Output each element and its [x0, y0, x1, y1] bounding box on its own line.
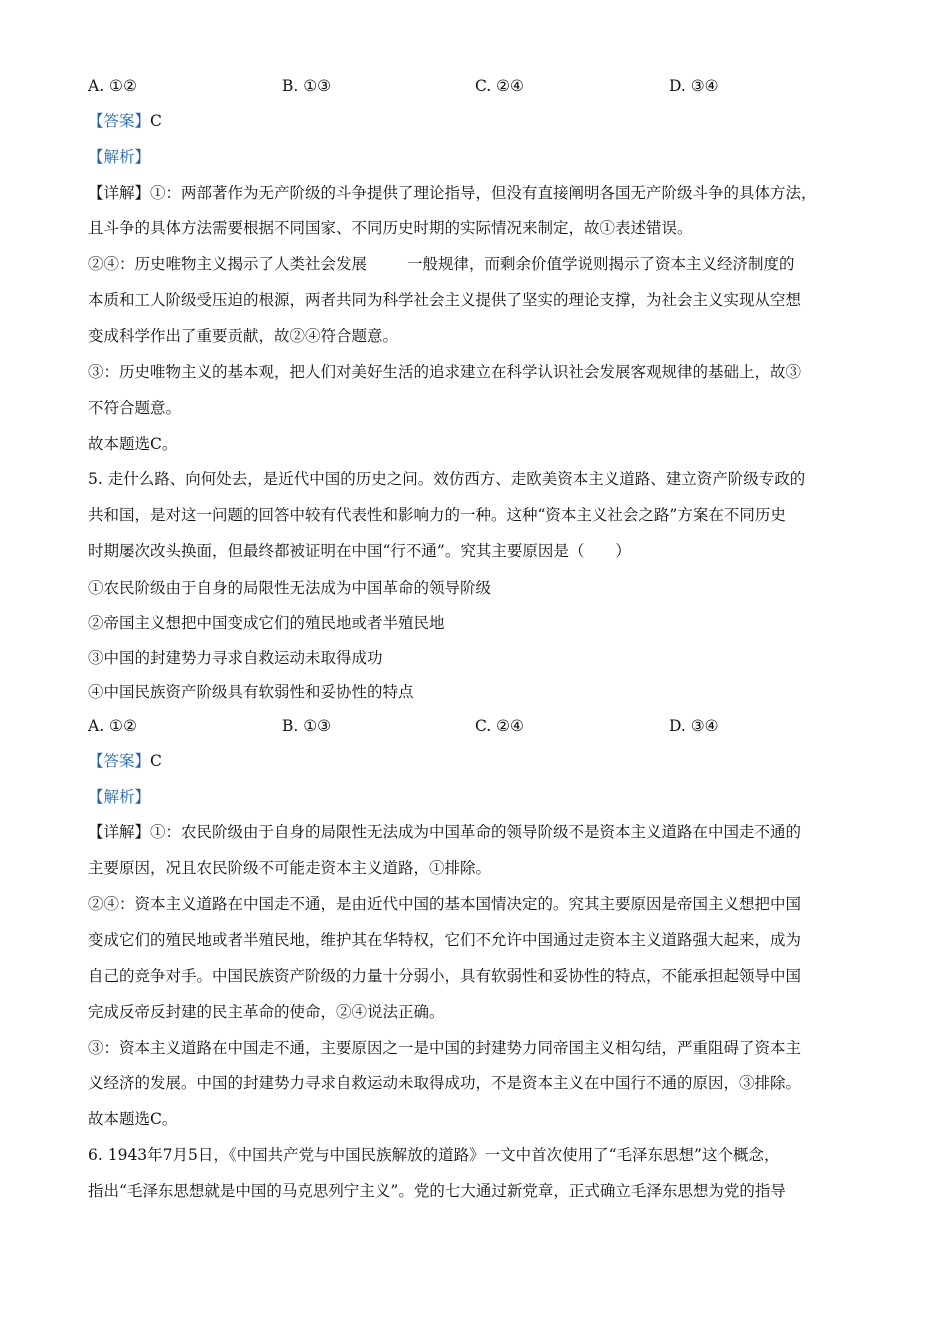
q5-stem: 时期屡次改头换面，但最终都被证明在中国“行不通”。究其主要原因是（ ） [88, 542, 631, 560]
q5-statement: ①农民阶级由于自身的局限性无法成为中国革命的领导阶级 [88, 579, 492, 597]
q5-text: ③：资本主义道路在中国走不通，主要原因之一是中国的封建势力同帝国主义相勾结，严重阻碍了资本主 [88, 1039, 802, 1057]
q5-option-c: C. ②④ [475, 717, 524, 735]
q4-text [88, 254, 795, 274]
q4-answer [88, 111, 162, 131]
q6-stem: 6. 1943年7月5日，《中国共产党与中国民族解放的道路》一文中首次使用了“毛泽东思想”这个概念， [88, 1146, 780, 1164]
q5-answer [88, 751, 162, 771]
q5-option-a: A. ①② [88, 717, 137, 735]
q4-analysis-label: 【解析】 [88, 148, 151, 166]
q5-stem: 共和国，是对这一问题的回答中较有代表性和影响力的一种。这种“资本主义社会之路”方案在不同历史 [88, 506, 786, 524]
q4-option-a: A. ①② [88, 77, 137, 95]
q5-text: 变成它们的殖民地或者半殖民地，维护其在华特权，它们不允许中国通过走资本主义道路强大起来，成为 [88, 931, 802, 949]
q4-option-d: D. ③④ [669, 77, 719, 95]
answer-label: 【答案】 [88, 112, 151, 130]
q4-conclusion: 故本题选C。 [88, 435, 178, 453]
q4-text-part: 一般规律，而剩余价值学说则揭示了资本主义经济制度的 [407, 255, 795, 273]
q5-text: ①：农民阶级由于自身的局限性无法成为中国革命的领导阶级不是资本主义道路在中国走不通的 [150, 823, 802, 841]
q5-option-b: B. ①③ [282, 717, 332, 735]
q5-conclusion: 故本题选C。 [88, 1110, 178, 1128]
q4-option-c: C. ②④ [475, 77, 524, 95]
q4-text: 变成科学作出了重要贡献，故②④符合题意。 [88, 327, 399, 345]
q5-detail-line [88, 822, 801, 842]
q4-text-part: ②④：历史唯物主义揭示了人类社会发展 [88, 255, 368, 273]
q4-text: ①：两部著作为无产阶级的斗争提供了理论指导，但没有直接阐明各国无产阶级斗争的具体方法， [150, 184, 817, 202]
answer-value: C [150, 752, 162, 770]
q5-text: 主要原因，况且农民阶级不可能走资本主义道路，①排除。 [88, 859, 492, 877]
q5-stem: 5. 走什么路、向何处去，是近代中国的历史之问。效仿西方、走欧美资本主义道路、建立资产阶级专政的 [88, 470, 806, 488]
q5-text: 完成反帝反封建的民主革命的使命，②④说法正确。 [88, 1003, 445, 1021]
q4-detail-line [88, 183, 817, 203]
q6-stem: 指出“毛泽东思想就是中国的马克思列宁主义”。党的七大通过新党章，正式确立毛泽东思想为党的指导 [88, 1182, 786, 1200]
answer-value: C [150, 112, 162, 130]
q5-text: 义经济的发展。中国的封建势力寻求自救运动未取得成功，不是资本主义在中国行不通的原因，③排除。 [88, 1074, 802, 1092]
detail-label: 【详解】 [88, 823, 151, 841]
q5-analysis-label: 【解析】 [88, 788, 151, 806]
q4-text: 本质和工人阶级受压迫的根源，两者共同为科学社会主义提供了坚实的理论支撑，为社会主义实现从空想 [88, 291, 802, 309]
q4-text: 且斗争的具体方法需要根据不同国家、不同历史时期的实际情况来制定，故①表述错误。 [88, 219, 693, 237]
answer-label: 【答案】 [88, 752, 151, 770]
q4-text: 不符合题意。 [88, 399, 182, 417]
q5-option-d: D. ③④ [669, 717, 719, 735]
q4-option-b: B. ①③ [282, 77, 332, 95]
q5-text: ②④：资本主义道路在中国走不通，是由近代中国的基本国情决定的。究其主要原因是帝国主义想把中国 [88, 895, 802, 913]
q4-text: ③：历史唯物主义的基本观，把人们对美好生活的追求建立在科学认识社会发展客观规律的基础上，故③ [88, 363, 802, 381]
detail-label: 【详解】 [88, 184, 151, 202]
q5-statement: ③中国的封建势力寻求自救运动未取得成功 [88, 649, 383, 667]
q5-statement: ②帝国主义想把中国变成它们的殖民地或者半殖民地 [88, 614, 445, 632]
q5-statement: ④中国民族资产阶级具有软弱性和妥协性的特点 [88, 683, 414, 701]
q5-text: 自己的竞争对手。中国民族资产阶级的力量十分弱小，具有软弱性和妥协性的特点，不能承担起领导中国 [88, 967, 802, 985]
